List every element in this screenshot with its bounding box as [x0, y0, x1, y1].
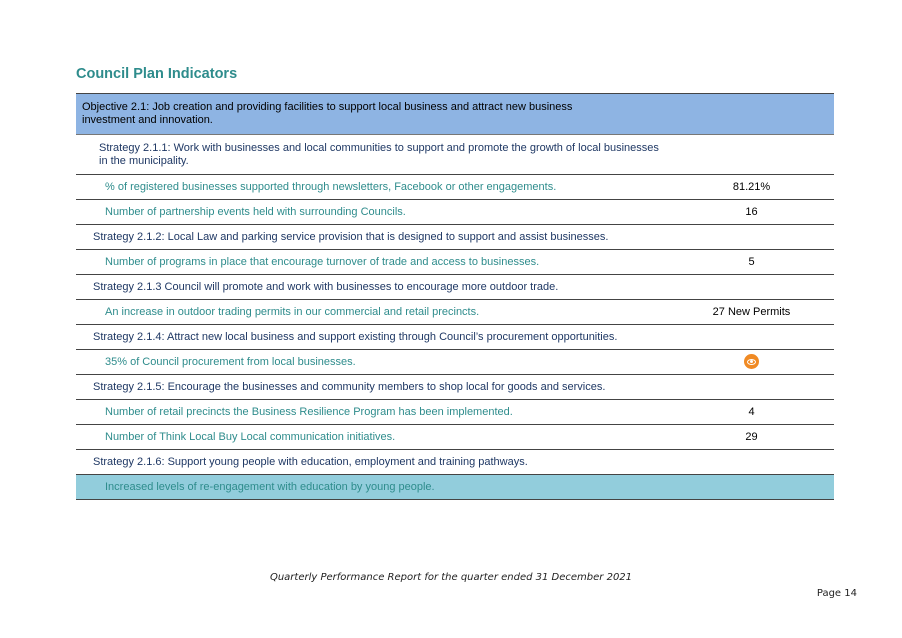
- indicator-text: 35% of Council procurement from local businesses.: [76, 350, 669, 375]
- indicator-row: [76, 200, 834, 225]
- indicator-text: An increase in outdoor trading permits in our commercial and retail precincts.: [76, 300, 669, 325]
- strategy-row: [76, 375, 834, 400]
- strategy-text: Strategy 2.1.5: Encourage the businesses and community members to shop local for goods and services.: [76, 375, 669, 400]
- indicator-text: Number of retail precincts the Business Resilience Program has been implemented.: [76, 400, 669, 425]
- strategy-value: [669, 325, 834, 350]
- indicator-value: 81.21%: [669, 175, 834, 200]
- strategy-text: Strategy 2.1.2: Local Law and parking service provision that is designed to support and assist businesses.: [76, 225, 669, 250]
- monitor-eye-icon: [744, 354, 759, 369]
- indicator-text: Number of partnership events held with surrounding Councils.: [76, 200, 669, 225]
- indicator-row: [76, 300, 834, 325]
- report-footer: Quarterly Performance Report for the quarter ended 31 December 2021: [269, 572, 633, 583]
- indicator-value: 5: [669, 250, 834, 275]
- objective-cell: [76, 94, 669, 135]
- strategy-row: [76, 135, 834, 175]
- strategy-row: [76, 325, 834, 350]
- strategy-text: Strategy 2.1.4: Attract new local business and support existing through Council’s procurement opportunities.: [76, 325, 669, 350]
- council-plan-indicators-table: [76, 93, 834, 500]
- objective-row: [76, 94, 834, 135]
- strategy-value: [669, 450, 834, 475]
- indicator-text: Increased levels of re-engagement with education by young people.: [76, 475, 669, 500]
- strategy-row: [76, 275, 834, 300]
- strategy-text: Strategy 2.1.1: Work with businesses and local communities to support and promote the growth of local businesses in the municipality.: [99, 141, 659, 167]
- strategy-value: [669, 375, 834, 400]
- objective-value-cell: [669, 94, 834, 135]
- strategy-text: Strategy 2.1.6: Support young people with education, employment and training pathways.: [76, 450, 669, 475]
- strategy-cell: [76, 135, 669, 175]
- indicator-value: 16: [669, 200, 834, 225]
- indicator-status-cell: [669, 350, 834, 375]
- indicator-row: [76, 400, 834, 425]
- objective-text: Objective 2.1: Job creation and providing facilities to support local business and attract new business investment and innovation.: [82, 101, 573, 126]
- strategy-value: [669, 135, 834, 175]
- indicator-text: % of registered businesses supported through newsletters, Facebook or other engagements.: [76, 175, 669, 200]
- strategy-row: [76, 450, 834, 475]
- indicator-row: [76, 475, 834, 500]
- indicator-text: Number of Think Local Buy Local communication initiatives.: [76, 425, 669, 450]
- indicator-value: 27 New Permits: [669, 300, 834, 325]
- indicator-value: 29: [669, 425, 834, 450]
- strategy-value: [669, 225, 834, 250]
- indicator-value: 4: [669, 400, 834, 425]
- strategy-value: [669, 275, 834, 300]
- indicator-value: [669, 475, 834, 500]
- strategy-text: Strategy 2.1.3 Council will promote and work with businesses to encourage more outdoor trade.: [76, 275, 669, 300]
- indicator-row: [76, 250, 834, 275]
- indicator-row: [76, 175, 834, 200]
- indicator-text: Number of programs in place that encourage turnover of trade and access to businesses.: [76, 250, 669, 275]
- indicator-row: [76, 350, 834, 375]
- strategy-row: [76, 225, 834, 250]
- page-number: Page 14: [816, 588, 857, 599]
- indicator-row: [76, 425, 834, 450]
- page-title: Council Plan Indicators: [76, 66, 238, 82]
